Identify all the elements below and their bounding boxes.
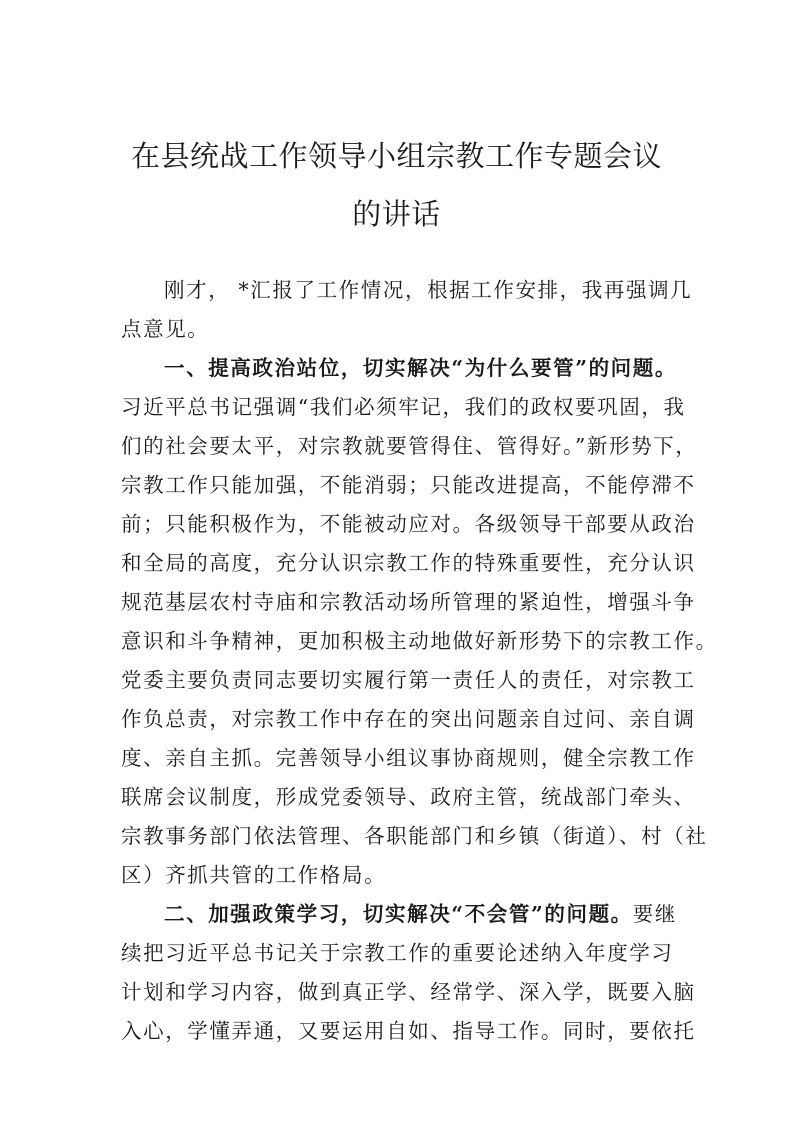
document-title bbox=[0, 127, 793, 243]
paragraph-line: 区）齐抓共管的工作格局。 bbox=[121, 863, 387, 887]
paragraph-line: 入心，学懂弄通，又要运用自如、指导工作。同时，要依托 bbox=[121, 1019, 696, 1043]
paragraph-line: 和全局的高度，充分认识宗教工作的特殊重要性，充分认识 bbox=[121, 551, 696, 575]
paragraph-line: 宗教工作只能加强，不能消弱；只能改进提高，不能停滞不 bbox=[121, 473, 696, 497]
section-2-text-start: 要继 bbox=[632, 902, 677, 926]
section-heading-2: 二、加强政策学习，切实解决“不会管”的问题。 bbox=[164, 902, 633, 926]
paragraph-line: 规范基层农村寺庙和宗教活动场所管理的紧迫性，增强斗争 bbox=[121, 590, 696, 614]
paragraph-line: 习近平总书记强调“我们必须牢记，我们的政权要巩固，我 bbox=[121, 395, 686, 419]
paragraph-line: 意识和斗争精神，更加积极主动地做好新形势下的宗教工作。 bbox=[121, 629, 718, 653]
paragraph-line: 作负总责，对宗教工作中存在的突出问题亲自过问、亲自调 bbox=[121, 707, 696, 731]
paragraph-line: 联席会议制度，形成党委领导、政府主管，统战部门牵头、 bbox=[121, 785, 696, 809]
title-line-2: 的讲话 bbox=[352, 197, 441, 231]
paragraph-line: 计划和学习内容，做到真正学、经常学、深入学，既要入脑 bbox=[121, 980, 696, 1004]
paragraph-line: 刚才， *汇报了工作情况，根据工作安排，我再强调几 bbox=[164, 278, 693, 302]
document-body bbox=[121, 271, 718, 1051]
paragraph-line: 前；只能积极作为，不能被动应对。各级领导干部要从政治 bbox=[121, 512, 696, 536]
section-2-first-line bbox=[121, 895, 678, 934]
paragraph-line: 宗教事务部门依法管理、各职能部门和乡镇（街道）、村（社 bbox=[121, 824, 708, 848]
paragraph-line: 续把习近平总书记关于宗教工作的重要论述纳入年度学习 bbox=[121, 941, 674, 965]
paragraph-line: 度、亲自主抓。完善领导小组议事协商规则，健全宗教工作 bbox=[121, 746, 696, 770]
section-heading-1: 一、提高政治站位，切实解决“为什么要管”的问题。 bbox=[164, 356, 677, 380]
paragraph-line: 们的社会要太平，对宗教就要管得住、管得好。”新形势下， bbox=[121, 434, 698, 458]
paragraph-line: 党委主要负责同志要切实履行第一责任人的责任，对宗教工 bbox=[121, 668, 696, 692]
paragraph-line: 点意见。 bbox=[121, 317, 210, 341]
title-line-1: 在县统战工作领导小组宗教工作专题会议 bbox=[130, 139, 662, 173]
